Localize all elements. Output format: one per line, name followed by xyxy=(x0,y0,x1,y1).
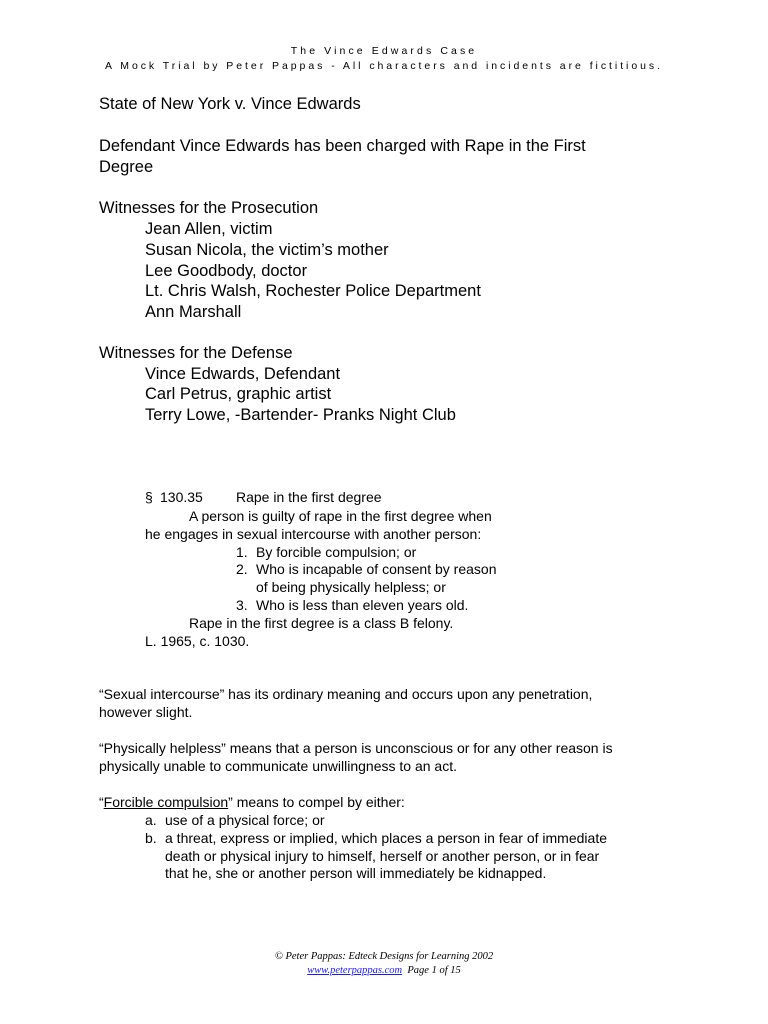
definition-sexual-intercourse xyxy=(99,685,659,721)
statute-intro-2: he engages in sexual intercourse with another person: xyxy=(145,526,482,542)
definition-forcible-compulsion xyxy=(99,793,659,811)
website-link[interactable]: www.peterpappas.com xyxy=(307,965,403,976)
list-letter: a. xyxy=(145,812,157,828)
statute-item-text: By forcible compulsion; or xyxy=(256,544,417,560)
footer-line xyxy=(0,965,768,976)
list-text: use of a physical force; or xyxy=(165,812,325,828)
definition-line xyxy=(99,793,659,811)
prosecution-witness: Susan Nicola, the victim’s mother xyxy=(145,241,389,259)
prosecution-witness: Lee Goodbody, doctor xyxy=(145,262,308,280)
statute-intro-1: A person is guilty of rape in the first degree when xyxy=(189,508,492,524)
case-title: State of New York v. Vince Edwards xyxy=(99,95,361,113)
list-text: death or physical injury to himself, herself or another person, or in fear xyxy=(165,848,600,864)
list-text: a threat, express or implied, which places a person in fear of immediate xyxy=(165,830,607,846)
section-title: Rape in the first degree xyxy=(236,489,382,505)
definition-line: physically unable to communicate unwillingness to an act. xyxy=(99,758,457,774)
defense-heading: Witnesses for the Defense xyxy=(99,344,293,362)
statute-citation: L. 1965, c. 1030. xyxy=(145,633,250,649)
page-number: Page 1 of 15 xyxy=(407,965,461,976)
definition-line: “Sexual intercourse” has its ordinary meaning and occurs upon any penetration, xyxy=(99,686,593,702)
statute-item-number: 2. xyxy=(236,561,248,577)
charge-line-2: Degree xyxy=(99,158,154,176)
footer-copyright: © Peter Pappas: Edteck Designs for Learning 2002 xyxy=(274,951,494,962)
statute-item-number: 1. xyxy=(236,544,248,560)
prosecution-heading: Witnesses for the Prosecution xyxy=(99,199,319,217)
section-symbol: § xyxy=(145,489,153,505)
list-letter: b. xyxy=(145,830,157,846)
header-subtitle: A Mock Trial by Peter Pappas - All characters and incidents are fictitious. xyxy=(105,60,663,72)
statute-item-number: 3. xyxy=(236,597,248,613)
statute-item-text: Who is less than eleven years old. xyxy=(256,597,469,613)
section-number: 130.35 xyxy=(160,489,203,505)
definition-physically-helpless xyxy=(99,739,659,775)
definition-rest: ” means to compel by either: xyxy=(228,794,405,810)
list-text: that he, she or another person will immediately be kidnapped. xyxy=(165,865,547,881)
statute-classification: Rape in the first degree is a class B felony. xyxy=(189,615,454,631)
defense-witness: Vince Edwards, Defendant xyxy=(145,365,341,383)
statute-item-text: Who is incapable of consent by reason xyxy=(256,561,497,577)
definition-line: “Physically helpless” means that a person is unconscious or for any other reason is xyxy=(99,740,613,756)
defense-witness: Carl Petrus, graphic artist xyxy=(145,385,332,403)
defined-term: Forcible compulsion xyxy=(103,794,229,810)
header-title: The Vince Edwards Case xyxy=(290,45,478,57)
statute-item-text: of being physically helpless; or xyxy=(256,579,446,595)
definition-line: however slight. xyxy=(99,704,193,720)
prosecution-witness: Jean Allen, victim xyxy=(145,220,273,238)
prosecution-witness: Ann Marshall xyxy=(145,303,242,321)
open-quote: “ xyxy=(99,794,104,810)
defense-witness: Terry Lowe, -Bartender- Pranks Night Club xyxy=(145,406,456,424)
prosecution-witness: Lt. Chris Walsh, Rochester Police Department xyxy=(145,282,481,300)
charge-line-1: Defendant Vince Edwards has been charged with Rape in the First xyxy=(99,137,586,155)
